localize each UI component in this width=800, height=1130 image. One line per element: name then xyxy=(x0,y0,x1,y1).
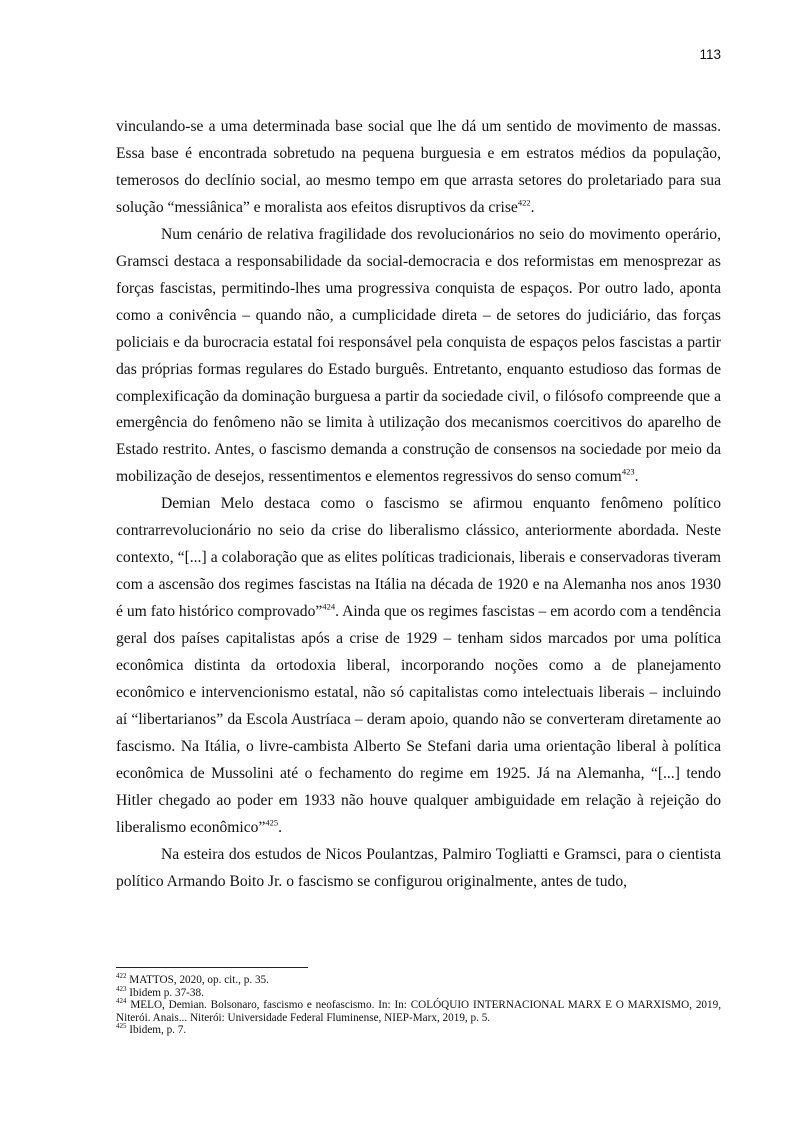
paragraph-text: Demian Melo destaca como o fascismo se afirmou enquanto fenômeno político contrarrevolucionário no seio da crise do liberalismo clássico, anteriormente abordada. Neste contexto, “[...] a colaboração que as elites políticas tradicionais, liberais e conservadoras tiveram com a ascensão dos regimes fascistas na Itália na década de 1920 e na Alemanha nos anos 1930 é um fato histórico comprovado” xyxy=(116,495,721,621)
page-number: 113 xyxy=(699,47,721,62)
footnote-reference: 422 xyxy=(517,197,531,208)
footnote-number: 425 xyxy=(116,1022,127,1031)
paragraph-text: . xyxy=(634,468,639,486)
footnote-number: 422 xyxy=(116,972,127,981)
paragraph-text: . xyxy=(530,198,535,216)
footnote xyxy=(116,1024,721,1037)
paragraph-text: Na esteira dos estudos de Nicos Poulantzas, Palmiro Togliatti e Gramsci, para o cientista político Armando Boito Jr. o fascismo se configurou originalmente, antes de tudo, xyxy=(116,845,721,890)
footnote xyxy=(116,984,721,1000)
footnote-text: Ibidem, p. 7. xyxy=(126,1024,187,1037)
footnotes xyxy=(116,974,721,1037)
footnote xyxy=(116,999,721,1024)
footnote xyxy=(116,974,721,987)
footnote-text: MATTOS, 2020, op. cit., p. 35. xyxy=(126,974,269,986)
footnote-number: 424 xyxy=(116,997,127,1006)
paragraph xyxy=(116,114,721,222)
footnote-text: Ibidem p. 37-38. xyxy=(126,986,204,999)
footnote-separator xyxy=(116,967,308,968)
paragraph-text: . xyxy=(278,818,283,836)
footnote-number: 423 xyxy=(116,984,127,993)
paragraph-text: vinculando-se a uma determinada base social que lhe dá um sentido de movimento de massas. Essa base é encontrada sobretudo na pequena burguesia e em estratos médios da população, temerosos do declínio social, ao mesmo tempo em que arrasta setores do proletariado para sua solução “messiânica” e moralista aos efeitos disruptivos da crise xyxy=(116,118,721,216)
paragraph-text: . Ainda que os regimes fascistas – em acordo com a tendência geral dos países capitalistas após a crise de 1929 – tenham sidos marcados por uma política econômica distinta da ortodoxia liberal, incorporando noções como a de planejamento econômico e intervencionismo estatal, não só capitalistas como intelectuais liberais – incluindo aí “libertarianos” da Escola Austríaca – deram apoio, quando não se converteram diretamente ao fascismo. Na Itália, o livre-cambista Alberto Se Stefani daria uma orientação liberal à política econômica de Mussolini até o fechamento do regime em 1925. Já na Alemanha, “[...] tendo Hitler chegado ao poder em 1933 não houve qualquer ambiguidade em relação à rejeição do liberalismo econômico” xyxy=(116,603,721,836)
paragraph xyxy=(116,842,721,896)
paragraph xyxy=(116,491,721,841)
paragraph xyxy=(116,222,721,492)
footnote-reference: 423 xyxy=(621,467,635,478)
body-text xyxy=(116,114,721,896)
footnote-reference: 424 xyxy=(322,601,336,612)
footnote-reference: 425 xyxy=(265,817,279,828)
paragraph-text: Num cenário de relativa fragilidade dos revolucionários no seio do movimento operário, Gramsci destaca a responsabilidade da social-democracia e dos reformistas em menosprezar as forças fascistas, permitindo-lhes uma progressiva conquista de espaços. Por outro lado, aponta como a conivência – quando não, a cumplicidade direta – de setores do judiciário, das forças policiais e da burocracia estatal foi responsável pela conquista de espaços pelos fascistas a partir das próprias formas regulares do Estado burguês. Entretanto, enquanto estudioso das formas de complexificação da dominação burguesa a partir da sociedade civil, o filósofo compreende que a emergência do fenômeno não se limita à utilização dos mecanismos coercitivos do aparelho de Estado restrito. Antes, o fascismo demanda a construção de consensos na sociedade por meio da mobilização de desejos, ressentimentos e elementos regressivos do senso comum xyxy=(116,225,721,486)
footnote-text: MELO, Demian. Bolsonaro, fascismo e neofascismo. In: In: COLÓQUIO INTERNACIONAL MARX E O MARXISMO, 2019, Niterói. Anais... Niterói: Universidade Federal Fluminense, NIEP-Marx, 2019, p. 5. xyxy=(116,999,721,1024)
